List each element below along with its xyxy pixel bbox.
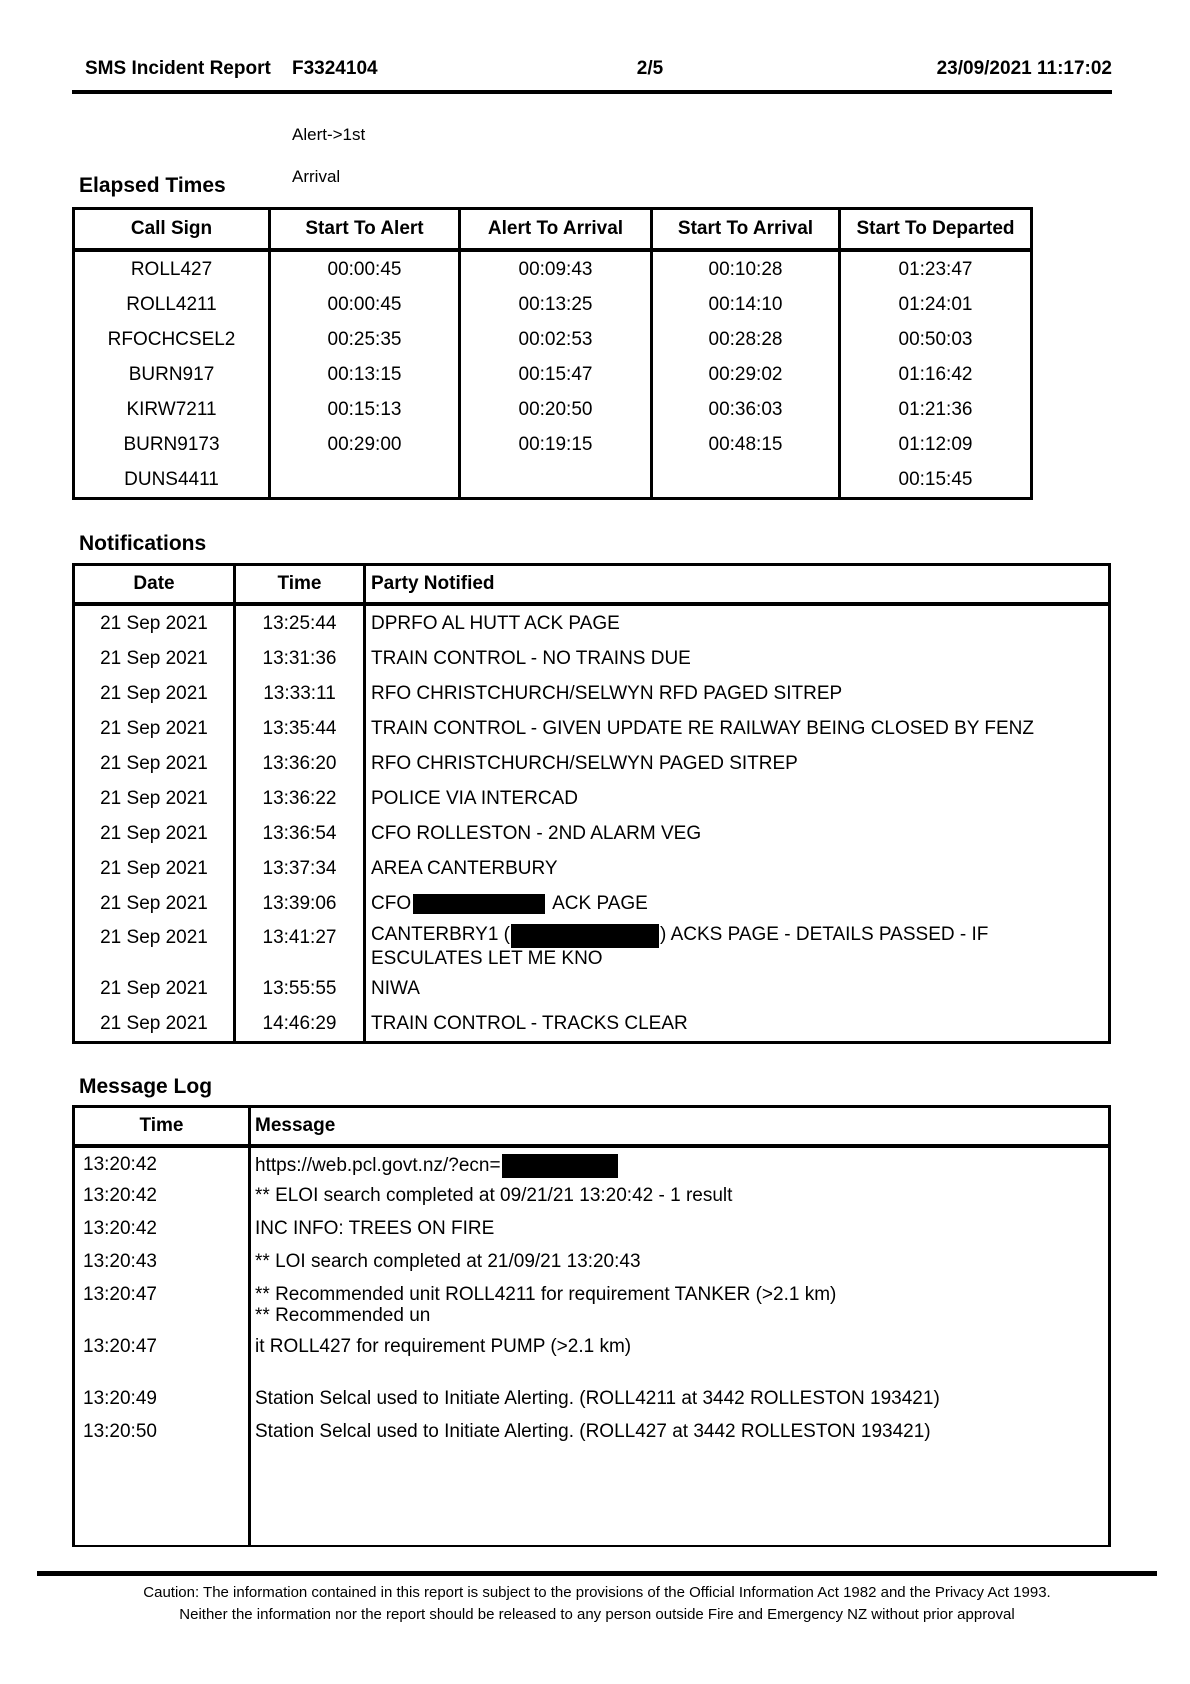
message-cell: Station Selcal used to Initiate Alerting. (ROLL4211 at 3442 ROLLESTON 193421) bbox=[250, 1382, 1110, 1415]
footer-rule bbox=[37, 1571, 1157, 1576]
date-cell: 21 Sep 2021 bbox=[100, 857, 208, 879]
party-line: ESCULATES LET ME KNO bbox=[371, 948, 603, 969]
start-to-alert-cell: 00:25:35 bbox=[270, 322, 460, 357]
notifications-title: Notifications bbox=[79, 532, 207, 555]
time-cell: 13:25:44 bbox=[235, 604, 365, 641]
call-sign-cell: ROLL4211 bbox=[126, 293, 217, 315]
date-cell: 21 Sep 2021 bbox=[100, 647, 208, 669]
header-rule bbox=[72, 90, 1112, 94]
time-cell: 13:36:20 bbox=[235, 746, 365, 781]
message-cell: it ROLL427 for requirement PUMP (>2.1 km) bbox=[250, 1330, 1110, 1382]
notification-row bbox=[74, 604, 1110, 641]
party-line bbox=[371, 924, 1107, 948]
message-row bbox=[74, 1179, 1110, 1212]
message-log-header-row bbox=[74, 1107, 1110, 1147]
message-row bbox=[74, 1278, 1110, 1330]
notification-row bbox=[74, 816, 1110, 851]
alert-to-arrival-cell: 00:02:53 bbox=[460, 322, 652, 357]
start-to-departed-cell: 01:16:42 bbox=[840, 357, 1032, 392]
time-cell: 13:36:22 bbox=[235, 781, 365, 816]
message-cell bbox=[250, 1278, 1110, 1330]
time-column-header: Time bbox=[235, 565, 365, 605]
start-to-departed-cell: 01:23:47 bbox=[840, 250, 1032, 287]
time-cell: 13:20:47 bbox=[83, 1284, 157, 1305]
call-sign-cell: RFOCHCSEL2 bbox=[107, 328, 236, 350]
start-to-arrival-cell: 00:28:28 bbox=[652, 322, 840, 357]
message-line: ** Recommended un bbox=[255, 1305, 431, 1326]
time-cell: 14:46:29 bbox=[235, 1006, 365, 1043]
time-cell: 13:39:06 bbox=[235, 886, 365, 921]
start-to-arrival-cell: 00:10:28 bbox=[652, 250, 840, 287]
notifications-table bbox=[72, 563, 1111, 1044]
party-cell bbox=[365, 886, 1110, 921]
date-cell: 21 Sep 2021 bbox=[100, 787, 208, 809]
time-cell: 13:35:44 bbox=[235, 711, 365, 746]
message-row bbox=[74, 1146, 1110, 1179]
alert-to-arrival-column-header: Alert To Arrival bbox=[460, 209, 652, 251]
message-column-header: Message bbox=[250, 1107, 1110, 1147]
party-cell: TRAIN CONTROL - TRACKS CLEAR bbox=[365, 1006, 1110, 1043]
printed-datetime: 23/09/2021 11:17:02 bbox=[936, 58, 1112, 79]
caution-line2: Neither the information nor the report should be released to any person outside Fire and Emergency NZ without prior approval bbox=[179, 1606, 1015, 1623]
date-cell: 21 Sep 2021 bbox=[100, 822, 208, 844]
message-line: ** Recommended unit ROLL4211 for requirement TANKER (>2.1 km) bbox=[255, 1284, 837, 1305]
elapsed-header-row bbox=[74, 209, 1032, 251]
carryover-label bbox=[292, 103, 365, 208]
date-cell: 21 Sep 2021 bbox=[100, 717, 208, 739]
message-text: https://web.pcl.govt.nz/?ecn= bbox=[255, 1155, 501, 1176]
date-cell: 21 Sep 2021 bbox=[100, 927, 208, 948]
alert-to-arrival-cell: 00:19:15 bbox=[460, 427, 652, 462]
date-cell: 21 Sep 2021 bbox=[100, 752, 208, 774]
notification-row bbox=[74, 641, 1110, 676]
start-to-arrival-cell: 00:14:10 bbox=[652, 287, 840, 322]
message-row bbox=[74, 1330, 1110, 1382]
elapsed-times-table bbox=[72, 207, 1033, 500]
party-cell: NIWA bbox=[365, 971, 1110, 1006]
time-cell: 13:20:42 bbox=[83, 1185, 157, 1206]
start-to-alert-cell: 00:29:00 bbox=[270, 427, 460, 462]
alert-to-arrival-cell bbox=[460, 462, 652, 499]
time-cell: 13:41:27 bbox=[235, 921, 365, 971]
time-cell: 13:55:55 bbox=[235, 971, 365, 1006]
empty-table-space bbox=[74, 1448, 1110, 1546]
alert-to-arrival-cell: 00:13:25 bbox=[460, 287, 652, 322]
party-cell: CFO ROLLESTON - 2ND ALARM VEG bbox=[365, 816, 1110, 851]
party-cell: TRAIN CONTROL - NO TRAINS DUE bbox=[365, 641, 1110, 676]
redaction-box bbox=[502, 1154, 618, 1178]
alert-to-arrival-cell: 00:15:47 bbox=[460, 357, 652, 392]
caution-notice bbox=[37, 1582, 1157, 1626]
notification-row bbox=[74, 711, 1110, 746]
elapsed-times-title: Elapsed Times bbox=[79, 174, 226, 197]
start-to-alert-cell: 00:00:45 bbox=[270, 250, 460, 287]
start-to-departed-cell: 01:24:01 bbox=[840, 287, 1032, 322]
time-cell: 13:37:34 bbox=[235, 851, 365, 886]
party-cell: RFO CHRISTCHURCH/SELWYN PAGED SITREP bbox=[365, 746, 1110, 781]
date-cell: 21 Sep 2021 bbox=[100, 1012, 208, 1034]
time-cell: 13:36:54 bbox=[235, 816, 365, 851]
start-to-alert-column-header: Start To Alert bbox=[270, 209, 460, 251]
table-row bbox=[74, 357, 1032, 392]
call-sign-cell: ROLL427 bbox=[130, 258, 213, 280]
time-cell: 13:20:42 bbox=[83, 1154, 157, 1175]
message-cell: INC INFO: TREES ON FIRE bbox=[250, 1212, 1110, 1245]
party-cell: POLICE VIA INTERCAD bbox=[365, 781, 1110, 816]
carryover-line2: Arrival bbox=[292, 167, 341, 186]
message-cell: Station Selcal used to Initiate Alerting. (ROLL427 at 3442 ROLLESTON 193421) bbox=[250, 1415, 1110, 1448]
start-to-alert-cell: 00:13:15 bbox=[270, 357, 460, 392]
notification-row bbox=[74, 921, 1110, 971]
start-to-arrival-cell: 00:36:03 bbox=[652, 392, 840, 427]
start-to-alert-cell: 00:00:45 bbox=[270, 287, 460, 322]
date-cell: 21 Sep 2021 bbox=[100, 977, 208, 999]
alert-to-arrival-cell: 00:20:50 bbox=[460, 392, 652, 427]
message-log-table bbox=[72, 1105, 1111, 1547]
notification-row bbox=[74, 851, 1110, 886]
caution-line1: Caution: The information contained in this report is subject to the provisions of the Official Information Act 1982 and the Privacy Act 1993. bbox=[143, 1584, 1051, 1601]
page-indicator: 2/5 bbox=[636, 58, 664, 79]
start-to-arrival-cell: 00:48:15 bbox=[652, 427, 840, 462]
message-row bbox=[74, 1245, 1110, 1278]
date-cell: 21 Sep 2021 bbox=[100, 892, 208, 914]
notification-row bbox=[74, 781, 1110, 816]
time-column-header: Time bbox=[74, 1107, 250, 1147]
start-to-arrival-cell: 00:29:02 bbox=[652, 357, 840, 392]
table-row bbox=[74, 322, 1032, 357]
table-row bbox=[74, 462, 1032, 499]
redaction-box bbox=[413, 894, 545, 914]
start-to-departed-cell: 01:12:09 bbox=[840, 427, 1032, 462]
time-cell: 13:20:42 bbox=[83, 1218, 157, 1239]
table-row bbox=[74, 392, 1032, 427]
time-cell: 13:33:11 bbox=[235, 676, 365, 711]
start-to-departed-column-header: Start To Departed bbox=[840, 209, 1032, 251]
party-text: ACK PAGE bbox=[552, 892, 648, 914]
carryover-line1: Alert->1st bbox=[292, 125, 366, 144]
message-row bbox=[74, 1382, 1110, 1415]
message-cell: ** ELOI search completed at 09/21/21 13:20:42 - 1 result bbox=[250, 1179, 1110, 1212]
party-text: ) ACKS PAGE - DETAILS PASSED - IF bbox=[660, 924, 989, 945]
date-cell: 21 Sep 2021 bbox=[100, 612, 208, 634]
call-sign-cell: BURN917 bbox=[128, 363, 215, 385]
date-cell: 21 Sep 2021 bbox=[100, 682, 208, 704]
time-cell: 13:20:47 bbox=[83, 1336, 157, 1357]
start-to-arrival-column-header: Start To Arrival bbox=[652, 209, 840, 251]
incident-number: F3324104 bbox=[292, 58, 378, 79]
party-cell: AREA CANTERBURY bbox=[365, 851, 1110, 886]
start-to-arrival-cell bbox=[652, 462, 840, 499]
report-type-title: SMS Incident Report bbox=[85, 58, 271, 79]
message-cell bbox=[250, 1146, 1110, 1179]
date-column-header: Date bbox=[74, 565, 235, 605]
start-to-alert-cell: 00:15:13 bbox=[270, 392, 460, 427]
table-row bbox=[74, 250, 1032, 287]
alert-to-arrival-cell: 00:09:43 bbox=[460, 250, 652, 287]
party-cell: RFO CHRISTCHURCH/SELWYN RFD PAGED SITREP bbox=[365, 676, 1110, 711]
notification-row bbox=[74, 676, 1110, 711]
message-row bbox=[74, 1415, 1110, 1448]
call-sign-column-header: Call Sign bbox=[74, 209, 270, 251]
start-to-departed-cell: 00:50:03 bbox=[840, 322, 1032, 357]
start-to-alert-cell bbox=[270, 462, 460, 499]
party-notified-column-header: Party Notified bbox=[365, 565, 1110, 605]
time-cell: 13:31:36 bbox=[235, 641, 365, 676]
notification-row bbox=[74, 746, 1110, 781]
notifications-header-row bbox=[74, 565, 1110, 605]
start-to-departed-cell: 01:21:36 bbox=[840, 392, 1032, 427]
message-cell: ** LOI search completed at 21/09/21 13:20:43 bbox=[250, 1245, 1110, 1278]
party-cell bbox=[365, 921, 1110, 971]
message-log-title: Message Log bbox=[79, 1075, 213, 1098]
call-sign-cell: DUNS4411 bbox=[124, 468, 219, 490]
notification-row bbox=[74, 971, 1110, 1006]
notification-row bbox=[74, 886, 1110, 921]
table-row bbox=[74, 427, 1032, 462]
notification-row bbox=[74, 1006, 1110, 1043]
message-row bbox=[74, 1212, 1110, 1245]
time-cell: 13:20:43 bbox=[83, 1251, 157, 1272]
call-sign-cell: BURN9173 bbox=[123, 433, 220, 455]
time-cell: 13:20:49 bbox=[83, 1388, 157, 1409]
call-sign-cell: KIRW7211 bbox=[126, 398, 217, 420]
start-to-departed-cell: 00:15:45 bbox=[840, 462, 1032, 499]
time-cell: 13:20:50 bbox=[83, 1421, 157, 1442]
party-cell: DPRFO AL HUTT ACK PAGE bbox=[365, 604, 1110, 641]
party-text: CANTERBRY1 ( bbox=[371, 924, 511, 945]
party-cell: TRAIN CONTROL - GIVEN UPDATE RE RAILWAY BEING CLOSED BY FENZ bbox=[365, 711, 1110, 746]
table-row bbox=[74, 287, 1032, 322]
party-text: CFO bbox=[371, 892, 412, 914]
redaction-box bbox=[511, 924, 659, 948]
